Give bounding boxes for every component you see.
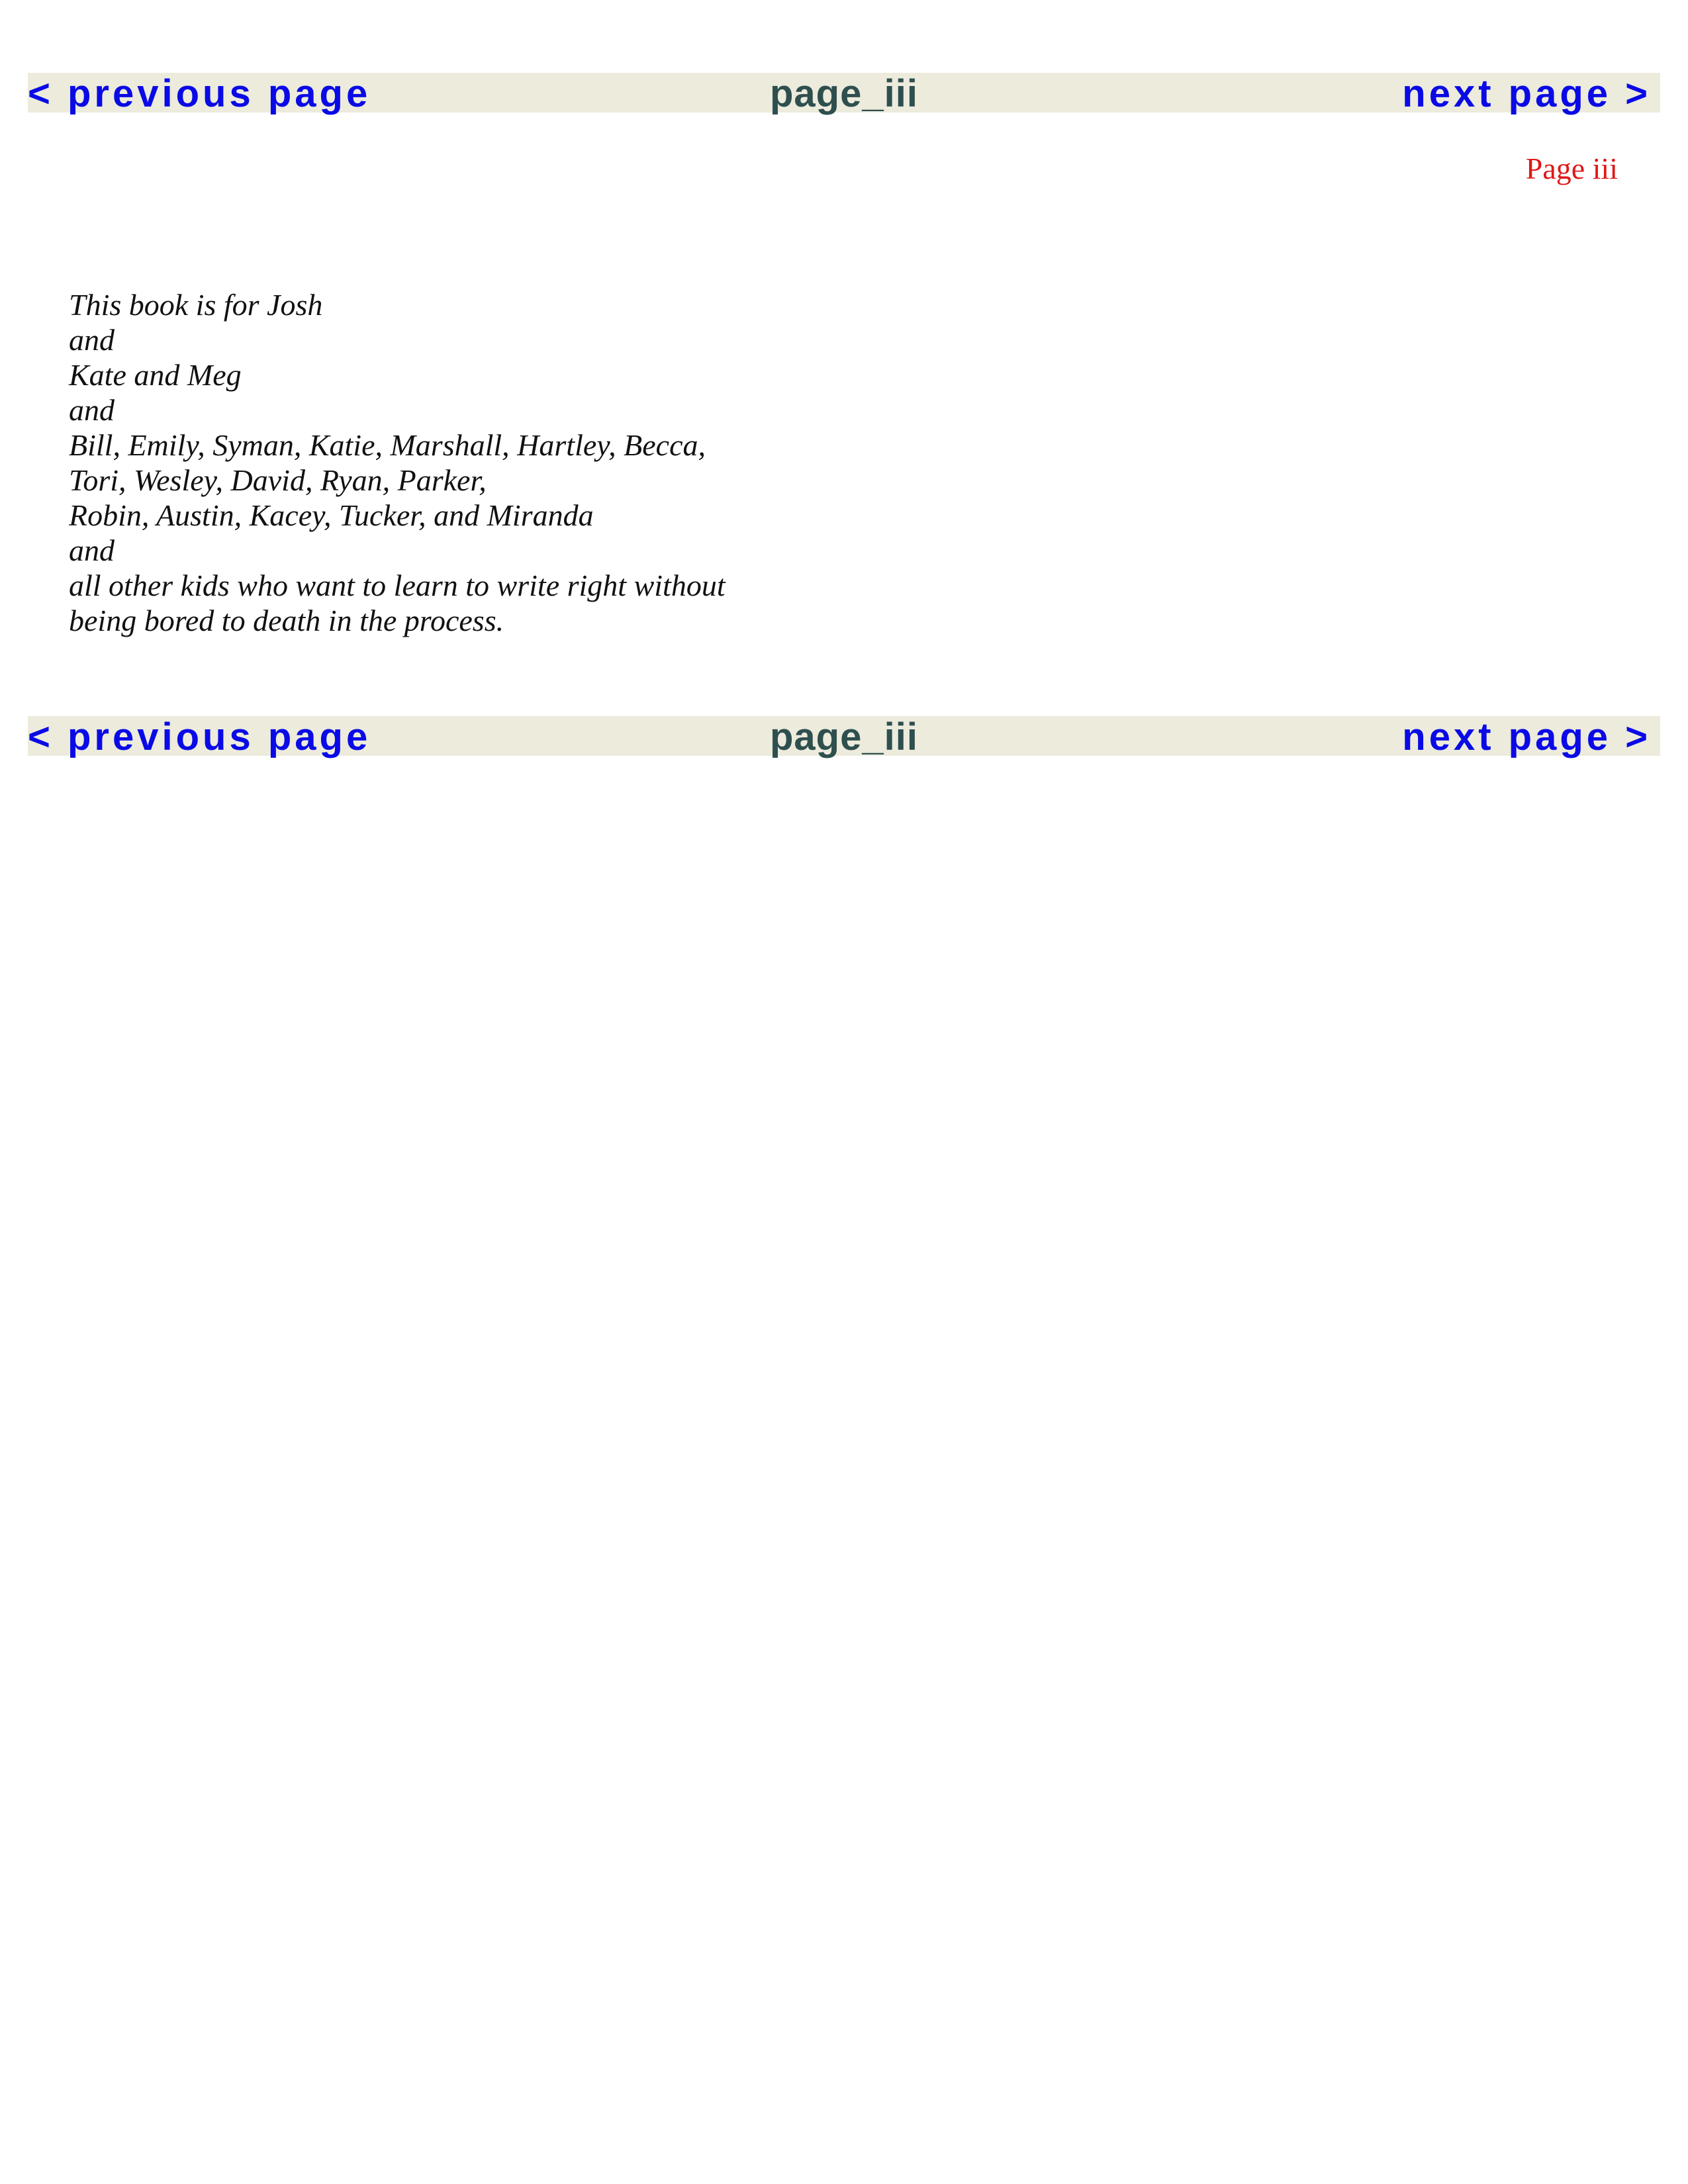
dedication-line: Tori, Wesley, David, Ryan, Parker, xyxy=(69,463,487,497)
page-number-marker: Page iii xyxy=(1525,152,1618,185)
dedication-text xyxy=(69,287,726,638)
dedication-line: and xyxy=(69,323,115,357)
previous-page-link[interactable]: < previous page xyxy=(28,72,371,115)
dedication-line: This book is for Josh xyxy=(69,288,323,322)
next-page-link[interactable]: next page > xyxy=(1402,72,1651,115)
dedication-line: being bored to death in the process. xyxy=(69,604,504,637)
previous-page-link[interactable]: < previous page xyxy=(28,715,371,758)
page-id-label: page_iii xyxy=(770,72,918,115)
dedication-line: Robin, Austin, Kacey, Tucker, and Miranda xyxy=(69,498,594,532)
dedication-line: and xyxy=(69,393,115,427)
bottom-navigation-bar xyxy=(28,716,1660,756)
dedication-line: Kate and Meg xyxy=(69,358,242,392)
dedication-line: and xyxy=(69,533,115,567)
dedication-line: all other kids who want to learn to write right without xyxy=(69,569,726,602)
dedication-line: Bill, Emily, Syman, Katie, Marshall, Hartley, Becca, xyxy=(69,428,706,462)
page-id-label: page_iii xyxy=(770,715,918,758)
next-page-link[interactable]: next page > xyxy=(1402,715,1651,758)
top-navigation-bar xyxy=(28,73,1660,113)
